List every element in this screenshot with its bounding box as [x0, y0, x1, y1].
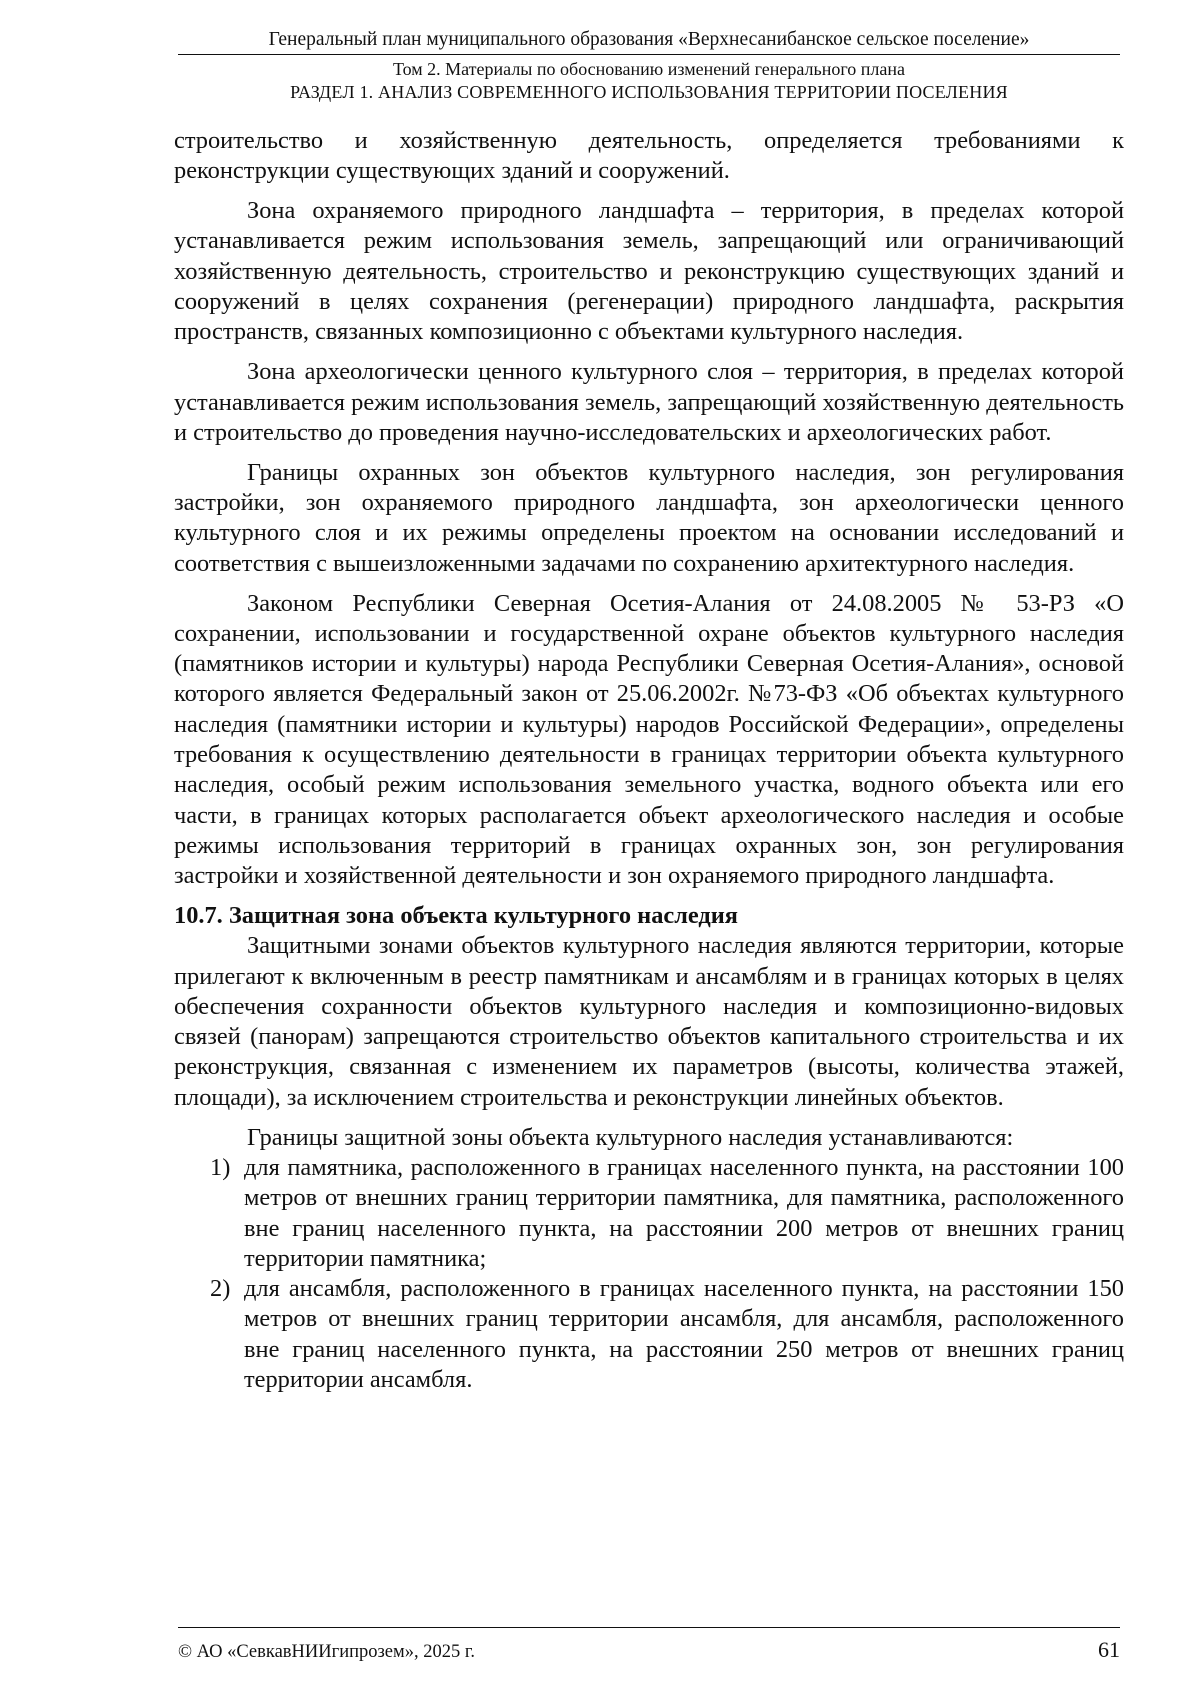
running-header-volume: Том 2. Материалы по обоснованию изменений генерального плана [392, 59, 906, 79]
paragraph-continued: строительство и хозяйственную деятельность, определяется требованиями к реконструкции существующих зданий и сооружений. [174, 127, 1124, 185]
footer-rule [178, 1627, 1120, 1628]
page-body [174, 126, 1124, 1395]
list-item-text: для ансамбля, расположенного в границах населенного пункта, на расстоянии 150 метров от внешних границ территории ансамбля, для ансамбля, расположенного вне границ населенного пункта, на расстоянии 250 метров от внешних границ территории ансамбля. [244, 1275, 1124, 1394]
footer-copyright: © АО «СевкавНИИгипрозем», 2025 г. [178, 1642, 475, 1662]
list-item [174, 1153, 1124, 1274]
running-header-section: РАЗДЕЛ 1. АНАЛИЗ СОВРЕМЕННОГО ИСПОЛЬЗОВАНИЯ ТЕРРИТОРИИ ПОСЕЛЕНИЯ [290, 82, 1008, 102]
paragraph-law: Законом Республики Северная Осетия-Алания от 24.08.2005 № 53-РЗ «О сохранении, использовании и государственной охране объектов культурного наследия (памятников истории и культуры) народа Республики Северная Осетия-Алания», основой которого является Федеральный закон от 25.06.2002г. №73-ФЗ «Об объектах культурного наследия (памятники истории и культуры) народов Российской Федерации», определены требования к осуществлению деятельности в границах территории объекта культурного наследия, особый режим использования земельного участка, водного объекта или его части, в границах которых располагается объект археологического наследия и особые режимы использования территорий в границах охранных зон, зон регулирования застройки и хозяйственной деятельности и зон охраняемого природного ландшафта. [174, 589, 1124, 890]
list-item-text: для памятника, расположенного в границах населенного пункта, на расстоянии 100 метров от внешних границ территории памятника, для памятника, расположенного вне границ населенного пункта, на расстоянии 200 метров от внешних границ территории памятника; [244, 1153, 1124, 1272]
list-intro: Границы защитной зоны объекта культурного наследия устанавливаются: [247, 1123, 1014, 1151]
paragraph-archaeological-zone: Зона археологически ценного культурного слоя – территория, в пределах которой устанавливается режим использования земель, запрещающий хозяйственную деятельность и строительство до проведения научно-исследовательских и археологических работ. [174, 358, 1124, 446]
paragraph-zone-boundaries: Границы охранных зон объектов культурного наследия, зон регулирования застройки, зон охраняемого природного ландшафта, зон археологически ценного культурного слоя и их режимы определены проектом на основании исследований и соответствия с вышеизложенными задачами по сохранению архитектурного наследия. [174, 458, 1124, 577]
section-heading: 10.7. Защитная зона объекта культурного наследия [174, 902, 738, 929]
header-rule [178, 54, 1120, 55]
list-item-number: 2) [210, 1275, 231, 1303]
paragraph-protective-zones: Защитными зонами объектов культурного наследия являются территории, которые прилегают к включенным в реестр памятникам и ансамблям и в границах которых в целях обеспечения сохранности объектов культурного наследия и композиционно-видовых связей (панорам) запрещаются строительство объектов капитального строительства и их реконструкция, связанная с изменением их параметров (высоты, количества этажей, площади), за исключением строительства и реконструкции линейных объектов. [174, 932, 1124, 1111]
page-number: 61 [1098, 1637, 1120, 1662]
list-item-number: 1) [210, 1153, 231, 1181]
boundaries-list [174, 1153, 1124, 1395]
running-header-title: Генеральный план муниципального образования «Верхнесанибанское сельское поселение» [268, 29, 1030, 50]
list-item [174, 1274, 1124, 1395]
paragraph-landscape-zone: Зона охраняемого природного ландшафта – территория, в пределах которой устанавливается режим использования земель, запрещающий или ограничивающий хозяйственную деятельность, строительство и реконструкцию существующих зданий и сооружений в целях сохранения (регенерации) природного ландшафта, раскрытия пространств, связанных композиционно с объектами культурного наследия. [174, 197, 1124, 346]
